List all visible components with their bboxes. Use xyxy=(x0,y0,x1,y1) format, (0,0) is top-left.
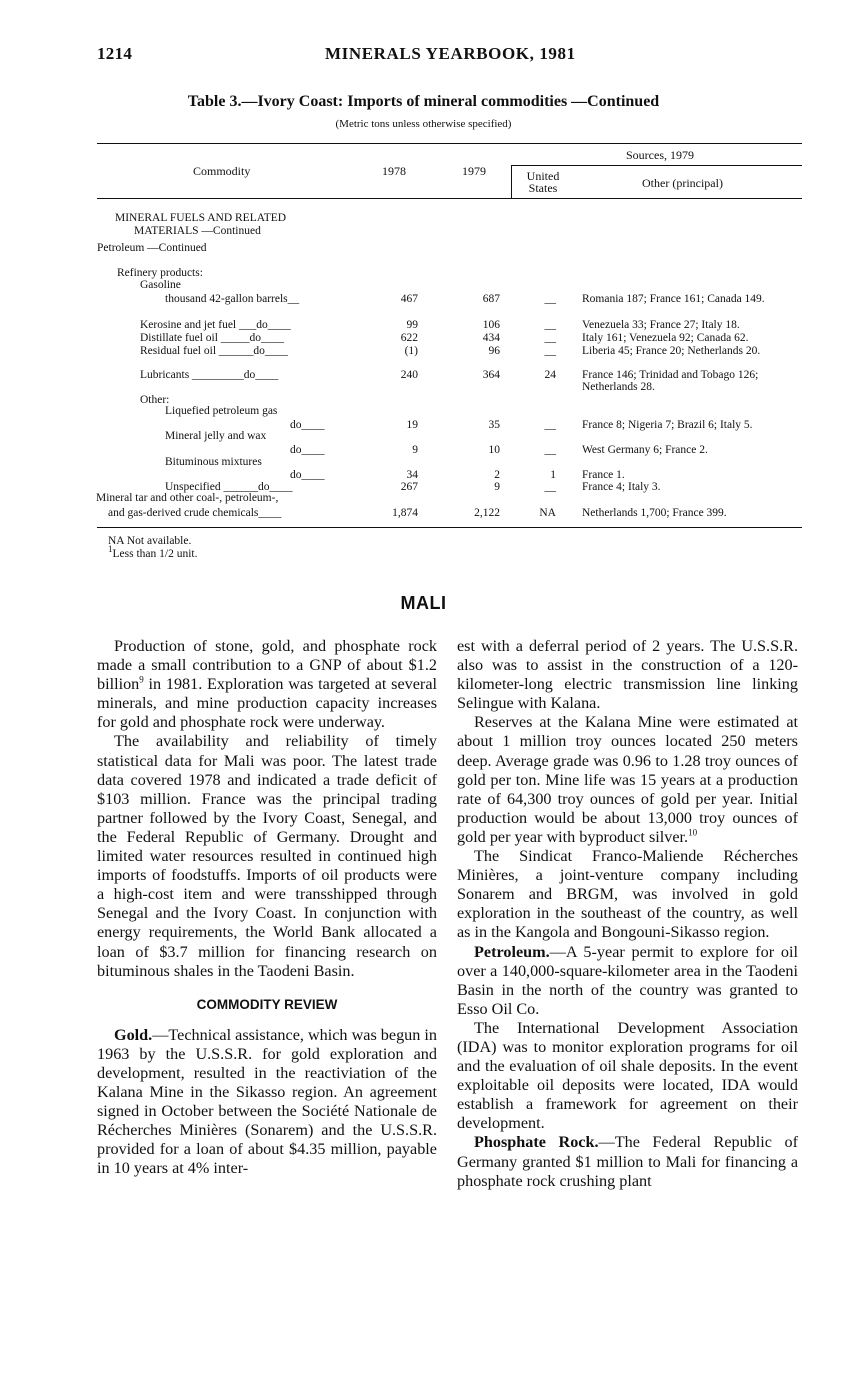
paragraph: The availability and reliability of timely statistical data for Mali was poor. The latest trade data covered 1978 and indicated a trade deficit of $103 million. France was the principal trading partner followed by the Ivory Coast, Senegal, and the Federal Republic of Germany. Drought and limited water resources resulted in continued high imports of foodstuffs. Imports of oil products were a high-cost item and were transshipped through Senegal and the Ivory Coast. In conjunction with energy requirements, the World Bank allocated a loan of $3.7 million for financing research on bituminous shales in the Taodeni Basin. xyxy=(97,732,437,980)
col-united-states: United States xyxy=(526,169,560,195)
table-bottom-rule xyxy=(97,527,802,528)
section-line: Mineral jelly and wax xyxy=(165,430,267,442)
page-number: 1214 xyxy=(97,44,133,63)
section-line: Mineral tar and other coal-, petroleum-, xyxy=(96,492,279,504)
section-line: Other: xyxy=(140,394,170,406)
left-column xyxy=(97,637,437,1179)
commodity-review-heading: COMMODITY REVIEW xyxy=(196,996,338,1012)
sources-rule xyxy=(512,165,802,166)
section-line: MATERIALS —Continued xyxy=(134,225,261,237)
section-line: Liquefied petroleum gas xyxy=(165,405,278,417)
table-header-rule xyxy=(97,198,802,199)
paragraph: Gold.—Technical assistance, which was begun in 1963 by the U.S.S.R. for gold exploration and development, resulted in the reactiviation of the Kalana Mine in the Sikasso region. An agreement signed in October between the Société Nationale de Récherches Minières (Sonarem) and the U.S.S.R. provided for a loan of about $4.35 million, payable in 10 years at 4% inter- xyxy=(97,1025,437,1178)
col-sources: Sources, 1979 xyxy=(626,148,694,162)
paragraph: The Sindicat Franco-Maliende Récherches Minières, a joint-venture company including Sonarem and BRGM, was involved in gold exploration in the southeast of the country, as well as in the Kangola and Bongouni-Sikasso region. xyxy=(457,847,798,942)
paragraph: Reserves at the Kalana Mine were estimated at about 1 million troy ounces located 250 meters deep. Average grade was 0.96 to 1.28 troy ounces of gold per ton. Mine life was 15 years at a production rate of 64,300 troy ounces of gold per year. Initial production would be about 13,000 troy ounces of gold per year with byproduct silver.$^{10}$ xyxy=(457,713,798,846)
paragraph: Petroleum.—A 5-year permit to explore for oil over a 140,000-square-kilometer area in the Taodeni Basin in the north of the country was granted to Esso Oil Co. xyxy=(457,942,798,1018)
table-subtitle: (Metric tons unless otherwise specified) xyxy=(335,118,512,130)
col-other-principal: Other (principal) xyxy=(642,176,723,190)
section-line: Gasoline xyxy=(140,279,181,291)
col-commodity: Commodity xyxy=(193,164,251,178)
section-line: MINERAL FUELS AND RELATED xyxy=(115,212,287,224)
right-column xyxy=(457,637,798,1191)
section-heading: MALI xyxy=(400,593,447,613)
section-line: Bituminous mixtures xyxy=(165,456,262,468)
paragraph: Phosphate Rock.—The Federal Republic of Germany granted $1 million to Mali for financing a phosphate rock crushing plant xyxy=(457,1133,798,1190)
col-1978: 1978 xyxy=(382,164,406,178)
table-footnote: $^1$Less than 1/2 unit. xyxy=(108,544,198,560)
paragraph: Production of stone, gold, and phosphate rock made a small contribution to a GNP of about $1.2 billion$^9$ in 1981. Exploration was targeted at several minerals, and mine production capacity increases for gold and phosphate rock were underway. xyxy=(97,637,437,732)
col-1979: 1979 xyxy=(462,164,486,178)
section-line: Petroleum —Continued xyxy=(97,242,207,254)
running-title: MINERALS YEARBOOK, 1981 xyxy=(325,44,576,63)
table-note: NA Not available. xyxy=(108,535,192,547)
table-title: Table 3.—Ivory Coast: Imports of mineral commodities —Continued xyxy=(187,93,660,110)
section-line: Refinery products: xyxy=(117,267,203,279)
table-top-rule xyxy=(97,143,802,144)
sources-divider xyxy=(511,165,512,198)
paragraph: est with a deferral period of 2 years. The U.S.S.R. also was to assist in the construction of a 120-kilometer-long electric transmission line linking Selingue with Kalana. xyxy=(457,637,798,713)
paragraph: The International Development Association (IDA) was to monitor exploration programs for oil and the evaluation of oil shale deposits. In the event exploitable oil deposits were located, IDA would establish a framework for agreement on their development. xyxy=(457,1018,798,1133)
